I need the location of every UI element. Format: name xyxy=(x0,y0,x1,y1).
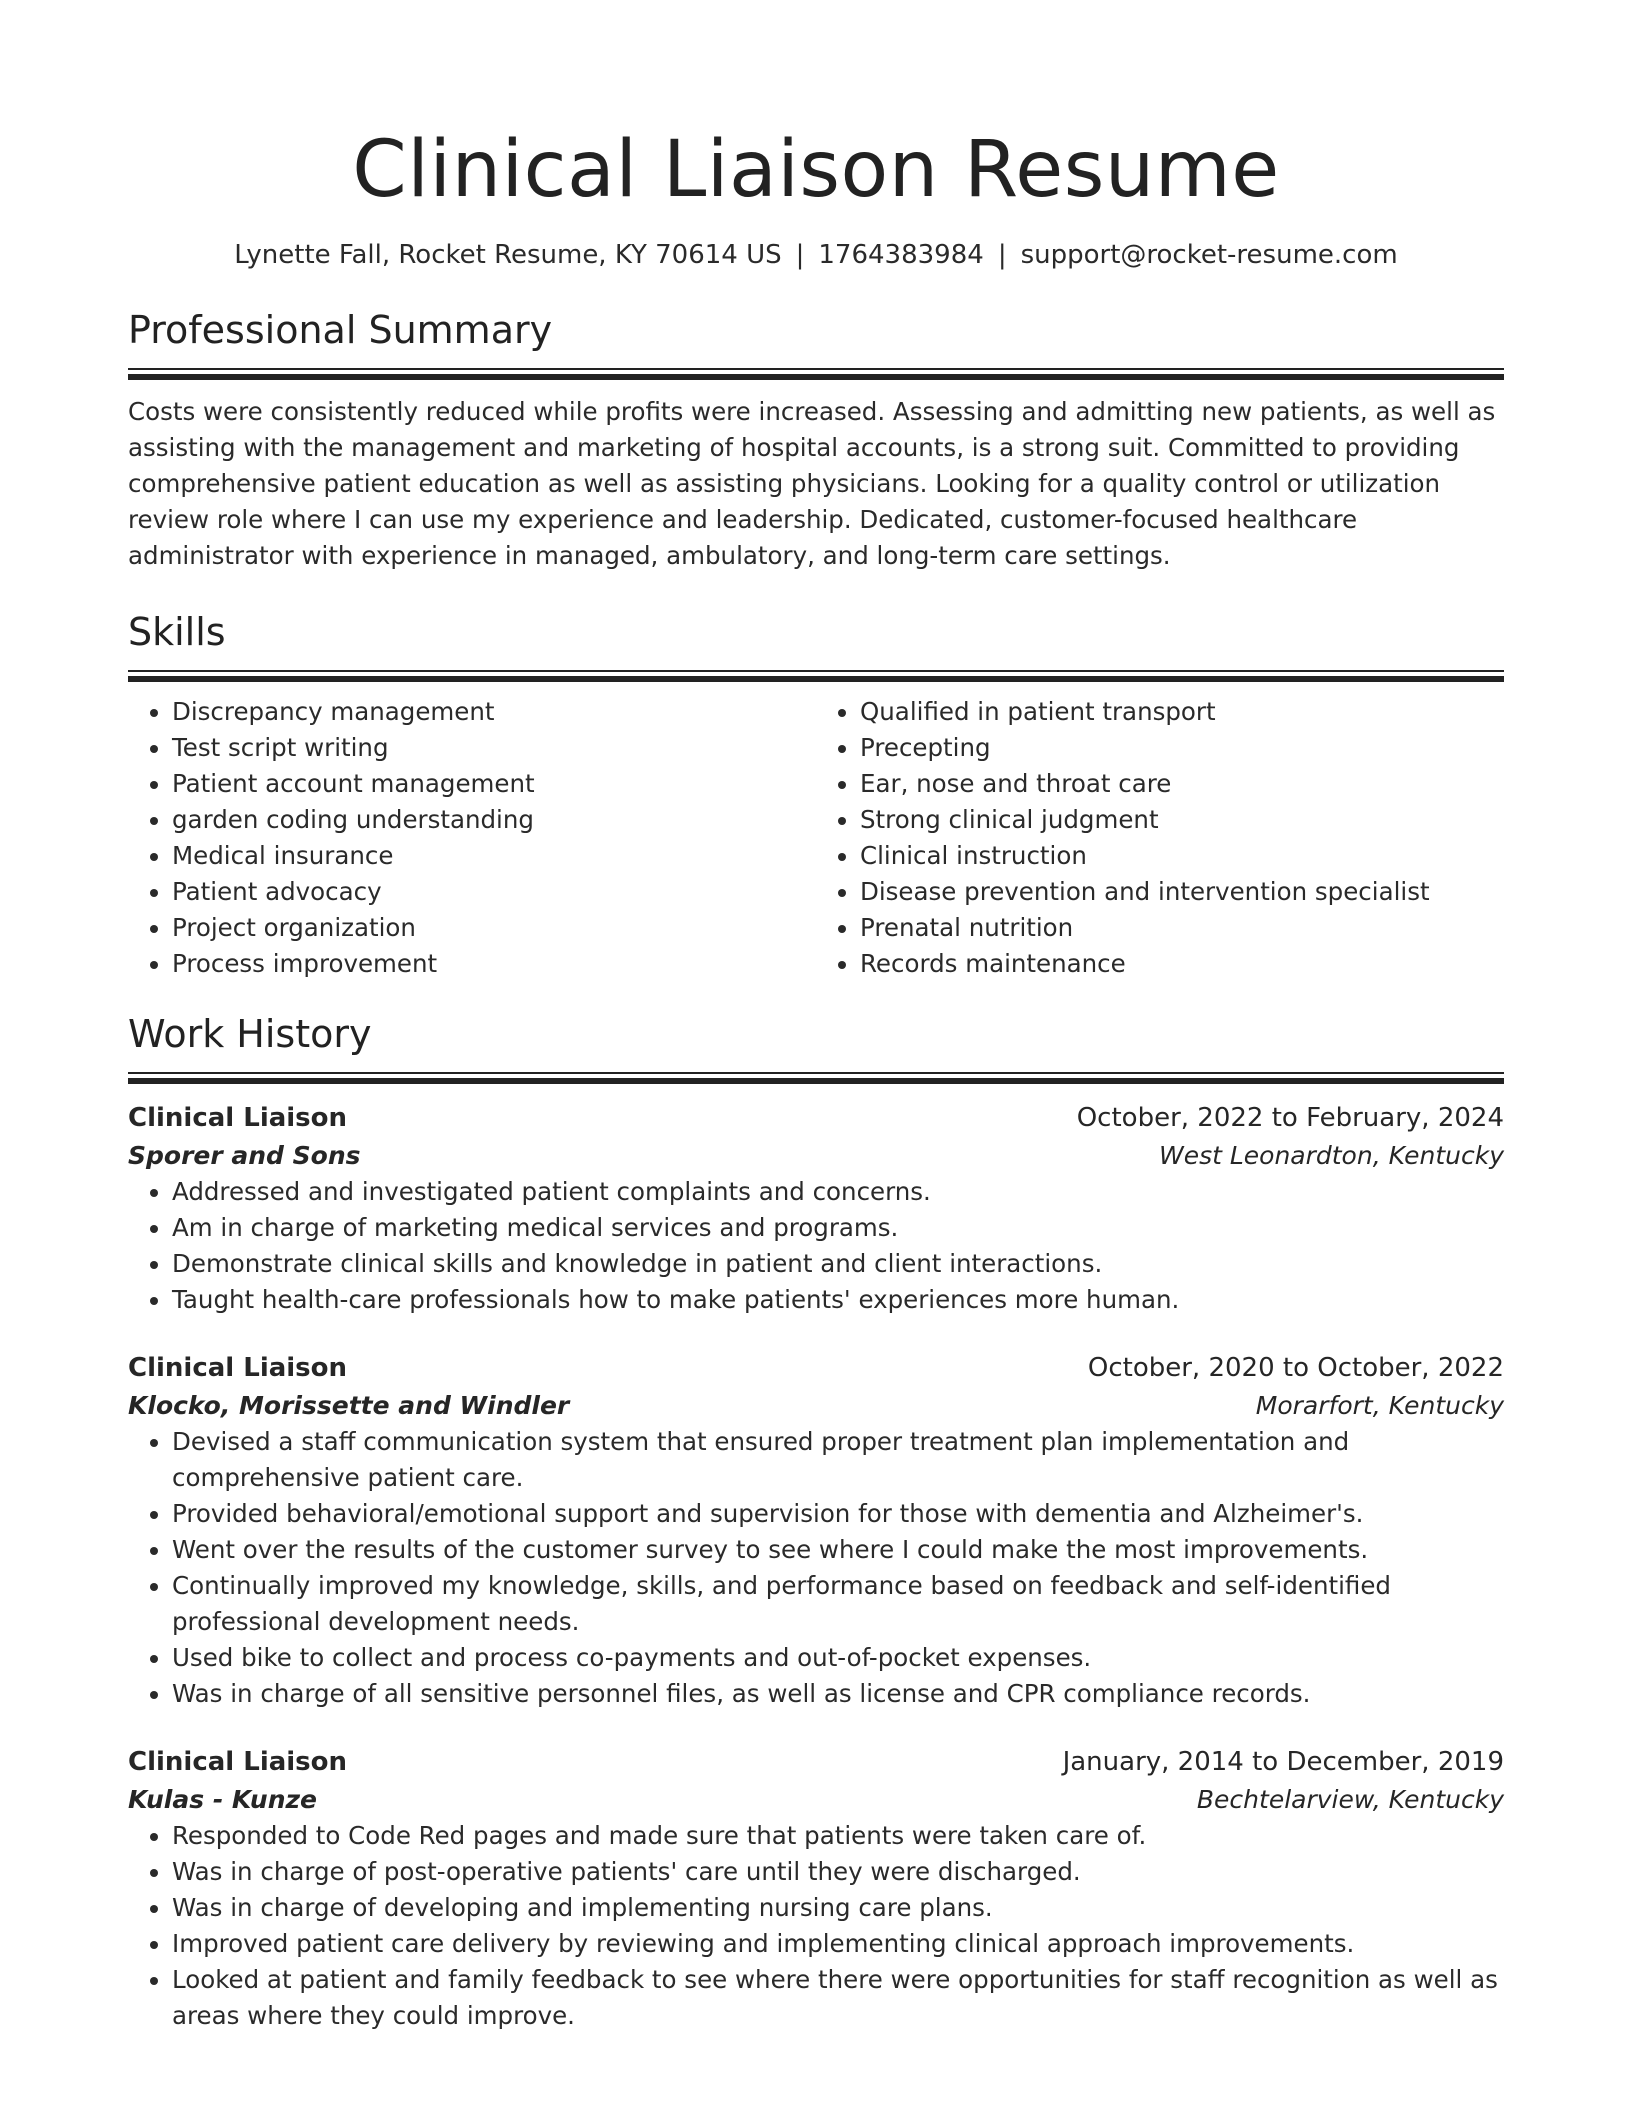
job-entry xyxy=(128,1098,1504,1318)
skill-item: • Records maintenance xyxy=(860,946,1504,982)
section-heading-summary: Professional Summary xyxy=(128,308,553,352)
job-duty-item: • Went over the results of the customer survey to see where I could make the most improvements. xyxy=(172,1532,1504,1568)
job-title: Clinical Liaison xyxy=(128,1103,348,1133)
job-location: West Leonardton, Kentucky xyxy=(1158,1141,1504,1170)
skills-list-right xyxy=(816,694,1504,982)
skill-item: • Patient account management xyxy=(172,766,816,802)
job-title: Clinical Liaison xyxy=(128,1353,348,1383)
resume-title: Clinical Liaison Resume xyxy=(352,125,1280,215)
skills-columns xyxy=(128,694,1504,982)
job-duty-item: • Used bike to collect and process co-payments and out-of-pocket expenses. xyxy=(172,1640,1504,1676)
section-heading-work-history: Work History xyxy=(128,1012,372,1056)
skill-item: • Ear, nose and throat care xyxy=(860,766,1504,802)
skill-item: • Process improvement xyxy=(172,946,816,982)
job-header-row xyxy=(128,1098,1504,1138)
job-duty-item: • Looked at patient and family feedback to see where there were opportunities for staff recognition as well as areas where they could improve. xyxy=(172,1962,1504,2034)
job-duty-item: • Responded to Code Red pages and made sure that patients were taken care of. xyxy=(172,1818,1504,1854)
job-subheader-row xyxy=(128,1782,1504,1818)
job-entry xyxy=(128,1348,1504,1712)
skills-column-right xyxy=(816,694,1504,982)
job-duties-list xyxy=(128,1818,1504,2034)
job-duty-item: • Addressed and investigated patient complaints and concerns. xyxy=(172,1174,1504,1210)
job-duty-item: • Provided behavioral/emotional support and supervision for those with dementia and Alzheimer's. xyxy=(172,1496,1504,1532)
job-subheader-row xyxy=(128,1388,1504,1424)
skills-list-left xyxy=(128,694,816,982)
skill-item: • Patient advocacy xyxy=(172,874,816,910)
skill-item: • Project organization xyxy=(172,910,816,946)
job-entry xyxy=(128,1742,1504,2034)
section-divider-thick xyxy=(128,676,1504,682)
work-history-section xyxy=(128,1010,1504,2034)
skill-item: • Clinical instruction xyxy=(860,838,1504,874)
section-divider xyxy=(128,368,1504,370)
section-divider xyxy=(128,670,1504,672)
job-duty-item: • Am in charge of marketing medical services and programs. xyxy=(172,1210,1504,1246)
job-duty-item: • Taught health-care professionals how to make patients' experiences more human. xyxy=(172,1282,1504,1318)
skill-item: • Medical insurance xyxy=(172,838,816,874)
skill-item: • Test script writing xyxy=(172,730,816,766)
job-company: Klocko, Morissette and Windler xyxy=(128,1391,570,1420)
section-divider xyxy=(128,1072,1504,1074)
section-divider-thick xyxy=(128,374,1504,380)
job-duties-list xyxy=(128,1424,1504,1712)
job-location: Bechtelarview, Kentucky xyxy=(1196,1785,1504,1814)
contact-phone: 1764383984 xyxy=(818,240,984,270)
section-heading-skills: Skills xyxy=(128,610,226,654)
contact-separator: | xyxy=(997,240,1007,270)
job-duty-item: • Devised a staff communication system that ensured proper treatment plan implementation and comprehensive patient care. xyxy=(172,1424,1504,1496)
job-duty-item: • Demonstrate clinical skills and knowledge in patient and client interactions. xyxy=(172,1246,1504,1282)
skill-item: • Discrepancy management xyxy=(172,694,816,730)
section-divider-thick xyxy=(128,1078,1504,1084)
job-header-row xyxy=(128,1742,1504,1782)
contact-separator: | xyxy=(795,240,805,270)
skill-item: • Prenatal nutrition xyxy=(860,910,1504,946)
job-duty-item: • Improved patient care delivery by reviewing and implementing clinical approach improvements. xyxy=(172,1926,1504,1962)
skill-item: • Precepting xyxy=(860,730,1504,766)
summary-section xyxy=(128,306,1504,574)
skill-item: • garden coding understanding xyxy=(172,802,816,838)
job-header-row xyxy=(128,1348,1504,1388)
job-dates: January, 2014 to December, 2019 xyxy=(1062,1747,1504,1777)
summary-text: Costs were consistently reduced while profits were increased. Assessing and admitting new patients, as well as assisting with the management and marketing of hospital accounts, is a strong suit. Committed to providing comprehensive patient education as well as assisting physicians. Looking for a quality control or utilization review role where I can use my experience and leadership. Dedicated, customer-focused healthcare administrator with experience in managed, ambulatory, and long-term care settings. xyxy=(128,397,1496,570)
job-duties-list xyxy=(128,1174,1504,1318)
job-duty-item: • Was in charge of developing and implementing nursing care plans. xyxy=(172,1890,1504,1926)
contact-address: Lynette Fall, Rocket Resume, KY 70614 US xyxy=(234,240,782,270)
contact-line xyxy=(128,238,1504,272)
skills-column-left xyxy=(128,694,816,982)
contact-email[interactable]: support@rocket-resume.com xyxy=(1020,240,1398,270)
job-company: Kulas - Kunze xyxy=(128,1785,318,1814)
job-duty-item: • Continually improved my knowledge, skills, and performance based on feedback and self-identified professional development needs. xyxy=(172,1568,1504,1640)
job-dates: October, 2022 to February, 2024 xyxy=(1076,1103,1504,1133)
job-dates: October, 2020 to October, 2022 xyxy=(1087,1353,1504,1383)
job-company: Sporer and Sons xyxy=(128,1141,361,1170)
skill-item: • Disease prevention and intervention specialist xyxy=(860,874,1504,910)
skills-section xyxy=(128,608,1504,982)
job-subheader-row xyxy=(128,1138,1504,1174)
job-duty-item: • Was in charge of post-operative patients' care until they were discharged. xyxy=(172,1854,1504,1890)
skill-item: • Qualified in patient transport xyxy=(860,694,1504,730)
job-duty-item: • Was in charge of all sensitive personnel files, as well as license and CPR compliance records. xyxy=(172,1676,1504,1712)
skill-item: • Strong clinical judgment xyxy=(860,802,1504,838)
job-location: Morarfort, Kentucky xyxy=(1255,1391,1504,1420)
job-title: Clinical Liaison xyxy=(128,1747,348,1777)
